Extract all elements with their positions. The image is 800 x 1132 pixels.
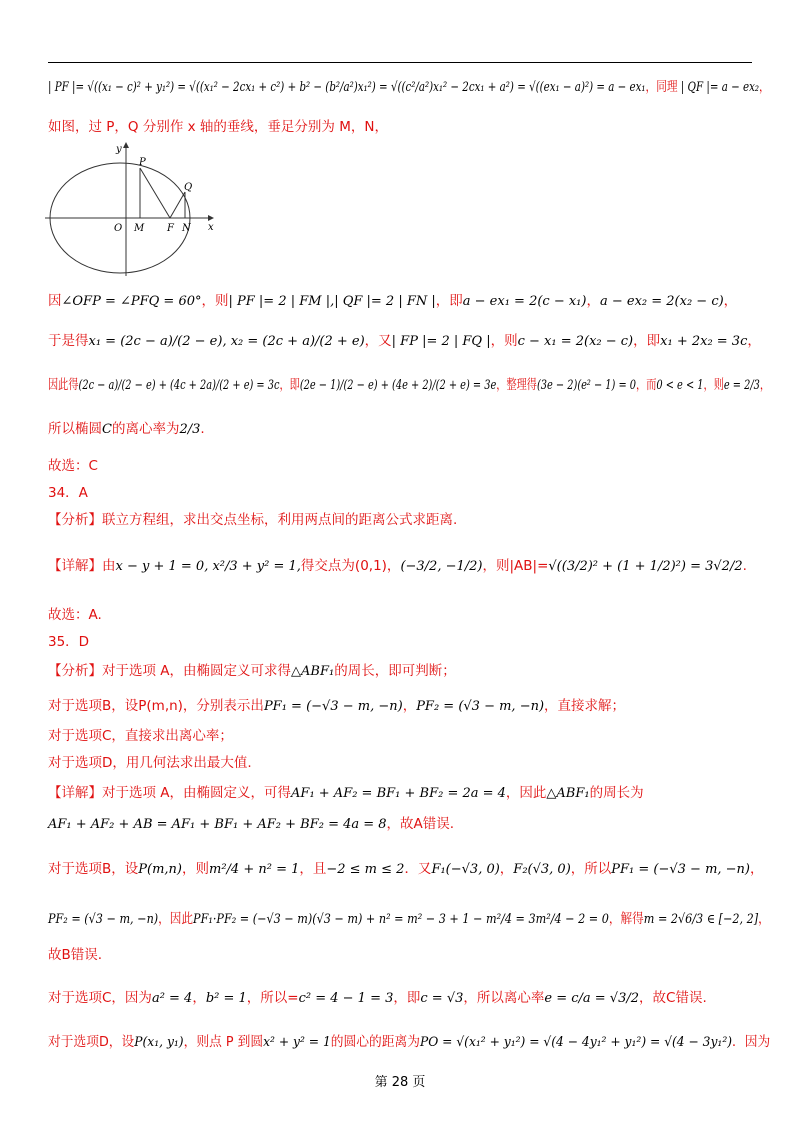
text-line-l8: [48, 484, 760, 502]
ellipse-figure: [40, 140, 230, 280]
text-fragment: ，: [747, 333, 761, 349]
text-line-l2: [48, 118, 760, 136]
math-expression: b² = 1: [205, 991, 247, 1006]
text-fragment: ，: [750, 861, 764, 877]
math-expression: P(m,n): [138, 862, 182, 877]
text-fragment: 因此得: [48, 377, 79, 393]
text-fragment: 【分析】联立方程组，求出交点坐标，利用两点间的距离公式求距离.: [48, 512, 458, 528]
text-fragment: ，: [723, 293, 738, 309]
text-fragment: 如图，过 P，Q 分别作 x 轴的垂线，垂足分别为 M，N，: [48, 119, 388, 135]
text-fragment: 对于选项C，直接求出离心率；: [48, 728, 233, 744]
text-fragment: 得交点为(0,1)，: [300, 558, 401, 574]
text-fragment: 34．A: [48, 485, 88, 501]
text-fragment: 35．D: [48, 634, 90, 650]
text-line-l22: [48, 989, 760, 1008]
text-fragment: ，因此: [505, 785, 547, 801]
math-expression: | FP |= 2 | FQ |: [391, 334, 491, 349]
text-fragment: .: [742, 558, 747, 574]
text-line-l10: [48, 557, 760, 576]
y-axis-arrow: [123, 142, 129, 148]
text-line-l11: [48, 606, 760, 624]
text-fragment: 所以椭圆: [48, 421, 102, 437]
math-expression: x² + y² = 1: [263, 1035, 331, 1050]
math-expression: ∠OFP = ∠PFQ = 60°: [61, 294, 202, 309]
text-fragment: ，: [586, 293, 600, 309]
math-expression: (3e − 2)(e² − 1) = 0: [536, 378, 637, 393]
math-expression: C: [102, 422, 112, 437]
math-expression: (−3/2, −1/2): [400, 559, 483, 574]
math-expression: P(x₁, y₁): [134, 1035, 184, 1050]
text-fragment: ，: [499, 861, 514, 877]
math-expression: 2/3: [179, 422, 201, 437]
math-expression: m²/4 + n² = 1: [209, 862, 300, 877]
text-fragment: ，: [758, 911, 770, 927]
label-Q: Q: [184, 182, 193, 193]
text-fragment: ．因为: [732, 1034, 771, 1050]
text-fragment: ，故C错误.: [639, 990, 707, 1006]
text-fragment: ，而: [636, 377, 657, 393]
text-fragment: ，解得: [608, 911, 644, 927]
text-line-l21: [48, 946, 760, 964]
text-fragment: ，则|AB|=: [482, 558, 549, 574]
text-fragment: ，所以离心率: [463, 990, 545, 1006]
math-expression: c = √3: [420, 991, 464, 1006]
text-fragment: ，则: [703, 377, 724, 393]
math-expression: AF₁ + AF₂ + AB = AF₁ + BF₁ + AF₂ + BF₂ = 4a = 8: [48, 817, 387, 832]
text-fragment: 对于选项B，设P(m,n)，分别表示出: [48, 698, 264, 714]
text-fragment: ，同理: [645, 79, 678, 95]
math-expression: x₁ = (2c − a)/(2 − e), x₂ = (2c + a)/(2 + e): [88, 334, 365, 349]
text-fragment: ，且: [299, 861, 327, 877]
math-expression: a − ex₁ = 2(c − x₁): [462, 294, 587, 309]
page-footer: 第 28 页: [374, 1075, 426, 1090]
text-line-l13: [48, 662, 760, 681]
math-expression: x − y + 1 = 0, x²/3 + y² = 1,: [115, 559, 301, 574]
text-fragment: ，则: [490, 333, 518, 349]
text-fragment: 故B错误.: [48, 947, 103, 963]
text-fragment: ，: [759, 79, 770, 95]
text-fragment: ．又: [404, 861, 432, 877]
math-expression: 0 < e < 1: [656, 378, 704, 393]
text-fragment: 【详解】对于选项 A，由椭圆定义，可得: [48, 785, 292, 801]
math-expression: a − ex₂ = 2(x₂ − c): [599, 294, 724, 309]
text-fragment: ，: [402, 698, 417, 714]
label-M: M: [134, 223, 145, 234]
math-expression: (2c − a)/(2 − e) + (4c + 2a)/(2 + e) = 3c: [78, 378, 280, 393]
text-line-l23: [48, 1033, 771, 1052]
math-expression: PF₁ = (−√3 − m, −n): [263, 699, 403, 714]
text-fragment: ，整理得: [496, 377, 537, 393]
text-line-l12: [48, 633, 760, 651]
text-fragment: 对于选项D，用几何法求出最大值.: [48, 755, 252, 771]
math-expression: △ABF₁: [546, 786, 590, 801]
text-fragment: ，则: [201, 293, 229, 309]
text-fragment: ，因此: [158, 911, 194, 927]
label-N: N: [182, 223, 191, 234]
text-line-l6: [48, 420, 760, 439]
math-expression: PF₂ = (√3 − m, −n): [48, 912, 159, 927]
label-O: O: [114, 223, 123, 234]
text-line-l9: [48, 511, 760, 529]
segment-FQ: [170, 192, 185, 218]
text-fragment: .: [200, 421, 205, 437]
text-fragment: 的离心率为: [111, 421, 180, 437]
text-fragment: ，即: [279, 377, 300, 393]
math-expression: a² = 4: [151, 991, 193, 1006]
math-expression: PO = √(x₁² + y₁²) = √(4 − 4y₁² + y₁²) = √(4 − 3y₁²): [419, 1035, 733, 1050]
text-fragment: ，: [759, 377, 771, 393]
x-axis-arrow: [208, 215, 214, 221]
text-fragment: ，直接求解；: [544, 698, 626, 714]
text-line-l15: [48, 727, 760, 745]
text-fragment: 故选：C: [48, 458, 98, 474]
math-expression: (2e − 1)/(2 − e) + (4e + 2)/(2 + e) = 3e: [299, 378, 497, 393]
text-fragment: 对于选项D，设: [48, 1034, 135, 1050]
text-fragment: 对于选项B，设: [48, 861, 139, 877]
text-line-l4: [48, 332, 760, 351]
text-fragment: 的周长，即可判断；: [334, 663, 456, 679]
segment-PF: [140, 168, 170, 218]
text-line-l3: [48, 292, 760, 311]
text-fragment: ，则: [182, 861, 209, 877]
math-expression: F₁(−√3, 0): [431, 862, 500, 877]
label-x: x: [208, 222, 214, 233]
text-line-l14: [48, 697, 760, 716]
text-line-l7: [48, 457, 760, 475]
text-fragment: ，故A错误.: [386, 816, 455, 832]
text-fragment: 【分析】对于选项 A，由椭圆定义可求得: [48, 663, 292, 679]
math-expression: c² = 4 − 1 = 3: [298, 991, 394, 1006]
math-expression: | PF |= √((x₁ − c)² + y₁²) = √((x₁² − 2cx₁ + c²) + b² − (b²/a²)x₁²) = √((c²/a²)x₁² − 2cx₁ + a²) = √((ex₁ − a)²) = a − ex₁: [48, 80, 646, 95]
math-expression: x₁ + 2x₂ = 3c: [660, 334, 748, 349]
math-expression: −2 ≤ m ≤ 2: [326, 862, 405, 877]
text-fragment: ，又: [364, 333, 392, 349]
math-expression: e = c/a = √3/2: [544, 991, 640, 1006]
text-line-l17: [48, 784, 760, 803]
math-expression: PF₂ = (√3 − m, −n): [416, 699, 545, 714]
math-expression: AF₁ + AF₂ = BF₁ + BF₂ = 2a = 4: [291, 786, 506, 801]
text-fragment: 对于选项C，因为: [48, 990, 152, 1006]
text-line-l1: [48, 78, 770, 97]
text-fragment: 的圆心的距离为: [330, 1034, 420, 1050]
text-fragment: ，所以: [570, 861, 612, 877]
text-line-l16: [48, 754, 760, 772]
text-fragment: ，即: [435, 293, 463, 309]
text-fragment: 的周长为: [589, 785, 644, 801]
text-fragment: ，则点 P 到圆: [183, 1034, 264, 1050]
math-expression: | QF |= a − ex₂: [677, 80, 760, 95]
math-expression: | PF |= 2 | FM |,| QF |= 2 | FN |: [228, 294, 436, 309]
text-fragment: ，即: [633, 333, 661, 349]
math-expression: m = 2√6/3 ∈ [−2, 2]: [643, 912, 759, 927]
math-expression: △ABF₁: [291, 664, 335, 679]
label-F: F: [167, 223, 174, 234]
text-fragment: 故选：A.: [48, 607, 102, 623]
text-fragment: ，所以=: [246, 990, 299, 1006]
text-fragment: 于是得: [48, 333, 89, 349]
math-expression: √((3/2)² + (1 + 1/2)²) = 3√2/2: [548, 559, 743, 574]
text-line-l18: [48, 815, 760, 834]
math-expression: PF₁·PF₂ = (−√3 − m)(√3 − m) + n² = m² − 3 + 1 − m²/4 = 3m²/4 − 2 = 0: [193, 912, 609, 927]
label-P: P: [139, 157, 146, 168]
text-fragment: 【详解】由: [48, 558, 116, 574]
math-expression: c − x₁ = 2(x₂ − c): [517, 334, 634, 349]
label-y: y: [116, 144, 122, 155]
math-expression: PF₁ = (−√3 − m, −n): [611, 862, 751, 877]
text-fragment: 因: [48, 293, 62, 309]
math-expression: F₂(√3, 0): [513, 862, 571, 877]
top-rule: [48, 62, 752, 63]
text-line-l20: [48, 910, 770, 929]
text-fragment: ，: [192, 990, 206, 1006]
text-line-l5: [48, 376, 771, 395]
text-line-l19: [48, 860, 764, 879]
text-fragment: ，即: [393, 990, 421, 1006]
math-expression: e = 2/3: [723, 378, 760, 393]
